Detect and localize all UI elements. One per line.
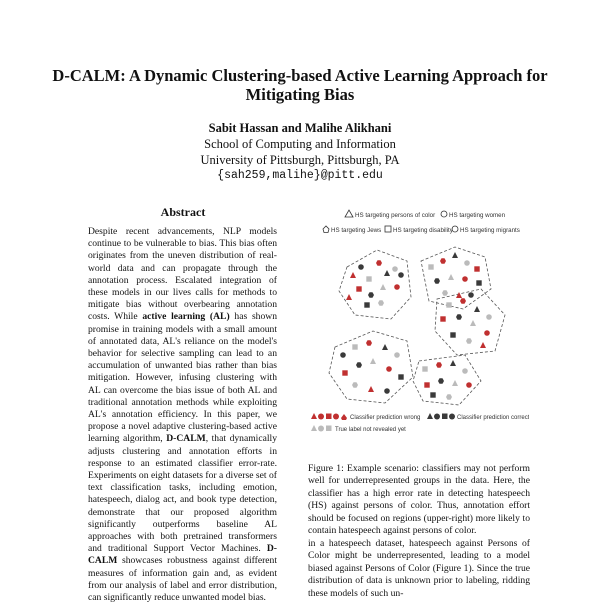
hexagon-marker: [434, 278, 440, 284]
hexagon-marker: [438, 378, 444, 384]
square-marker: [364, 302, 369, 307]
hexagon-marker: [368, 292, 374, 298]
legend-women: HS targeting women: [449, 212, 506, 219]
legend-migrants: HS targeting migrants: [460, 227, 520, 234]
triangle-marker: [452, 380, 458, 386]
square-marker: [366, 276, 371, 281]
legend-jews: HS targeting Jews: [331, 227, 382, 234]
triangle-marker: [456, 292, 462, 298]
hexagon-marker: [466, 338, 472, 344]
hexagon-marker: [436, 362, 442, 368]
triangle-legend-icon: [345, 210, 353, 217]
abstract-al-term: active learning (AL): [142, 311, 230, 323]
abstract-text: [88, 226, 277, 604]
hexagon-marker: [356, 362, 362, 368]
hex-legend-icon: [452, 226, 458, 232]
triangle-marker: [480, 342, 486, 348]
abstract-part-4: showcases robustness against different measures of information gain and, as evident from our analysis of label and error distribution, can significantly reduce unwanted model bias.: [88, 555, 277, 604]
paper-title: D-CALM: A Dynamic Clustering-based Active Learning Approach for Mitigating Bias: [52, 66, 548, 104]
cluster-outline-top-left: [339, 250, 411, 319]
hexagon-marker: [446, 394, 452, 400]
abstract-part-3: , that dynamically adjusts clustering and annotation efforts in response to an estimated classifier error-rate. Experiments on eight datasets for a diverse set of text classification tasks, including emotion, hatespeech, dialog act, and book type detection, demonstrate that our proposed algorithm significantly outperforms baseline AL approaches with both pretrained transformers and traditional Support Vector Machines.: [88, 433, 277, 555]
circle-marker: [394, 352, 400, 358]
triangle-marker: [382, 344, 388, 350]
triangle-marker: [452, 252, 458, 258]
square-marker: [450, 332, 455, 337]
triangle-marker: [346, 294, 352, 300]
key-correct-label: Classifier prediction correct: [457, 415, 529, 421]
circle-marker: [386, 366, 392, 372]
circle-marker: [462, 368, 468, 374]
square-marker: [430, 392, 435, 397]
circle-marker: [384, 388, 390, 394]
abstract-heading: Abstract: [160, 205, 206, 219]
circle-marker: [394, 284, 400, 290]
key-unlabeled-icons: [311, 425, 332, 432]
hexagon-marker: [456, 314, 462, 320]
abstract-part-2: has shown promise in training models with a small amount of annotated data, AL's reliance on the model's behavior for selective sampling can lead to an accumulation of unwanted bias rather than bias mitigation. However, infusing clustering with AL can overcome the bias issue of both AL and traditional annotation methods while exploiting AL's annotation efficiency. In this paper, we propose a novel adaptive clustering-based active learning algorithm,: [88, 311, 277, 445]
author-email: {sah259,malihe}@pitt.edu: [217, 169, 383, 182]
circle-marker: [486, 314, 492, 320]
hexagon-marker: [442, 290, 448, 296]
square-marker: [398, 374, 403, 379]
circle-legend-icon: [441, 211, 447, 217]
triangle-marker: [368, 386, 374, 392]
triangle-marker: [380, 284, 386, 290]
body-paragraph: in a hatespeech dataset, hatespeech against Persons of Color might be underrepresented, leading to a model biased against Persons of Color (Figure 1). Since the true distribution of data is unknown prior to labeling, ridding these models of such un-: [308, 538, 530, 599]
circle-marker: [340, 352, 346, 358]
triangle-marker: [370, 358, 376, 364]
square-marker: [356, 286, 361, 291]
hexagon-marker: [460, 298, 466, 304]
triangle-marker: [450, 360, 456, 366]
author-names: Sabit Hassan and Malihe Alikhani: [208, 121, 392, 135]
square-marker: [474, 266, 479, 271]
square-marker: [446, 302, 451, 307]
hexagon-marker: [440, 258, 446, 264]
hexagon-marker: [376, 260, 382, 266]
square-marker: [424, 382, 429, 387]
square-marker: [422, 366, 427, 371]
cluster-outline-middle-right: [435, 289, 505, 355]
key-wrong-label: Classifier prediction wrong: [350, 415, 421, 421]
affiliation-university: University of Pittsburgh, Pittsburgh, PA: [200, 153, 400, 167]
key-unlabeled-label: True label not revealed yet: [335, 427, 406, 433]
figure-1: [309, 205, 529, 460]
square-marker: [440, 316, 445, 321]
legend-persons-of-color: HS targeting persons of color: [355, 212, 436, 219]
abstract-dcalm-term-2: D-CALM: [88, 543, 277, 567]
circle-marker: [466, 382, 472, 388]
triangle-marker: [470, 320, 476, 326]
hexagon-marker: [378, 300, 384, 306]
circle-marker: [392, 266, 398, 272]
circle-marker: [398, 272, 404, 278]
figure-caption: Figure 1: Example scenario: classifiers may not perform well for underrepresented groups in the data. Here, the classifier has a high error rate in detecting hatespeech (HS) against persons of color. Thus, annotation effort should be focused on regions (upper-right) more likely to contain hatespeech against persons of color.: [308, 463, 530, 537]
key-wrong-icons: [311, 413, 347, 420]
abstract-dcalm-term: D-CALM: [166, 433, 206, 445]
hexagon-marker: [366, 340, 372, 346]
square-marker: [342, 370, 347, 375]
circle-marker: [464, 260, 470, 266]
circle-marker: [468, 292, 474, 298]
square-legend-icon: [385, 226, 391, 232]
triangle-marker: [384, 270, 390, 276]
circle-marker: [358, 264, 364, 270]
square-marker: [428, 264, 433, 269]
pentagon-legend-icon: [323, 226, 329, 233]
triangle-marker: [448, 274, 454, 280]
circle-marker: [484, 330, 490, 336]
data-points: [340, 252, 492, 400]
affiliation-school: School of Computing and Information: [204, 137, 396, 151]
hexagon-marker: [352, 382, 358, 388]
legend-disability: HS targeting disability: [393, 227, 453, 234]
square-marker: [352, 344, 357, 349]
abstract-part-1: Despite recent advancements, NLP models continue to be vulnerable to bias. This bias often originates from the uneven distribution of real-world data and can propagate through the annotation process. Escalated integration of these models in our lives calls for methods to mitigate bias without overbearing annotation costs. While: [88, 226, 277, 323]
key-correct-icons: [427, 413, 455, 420]
author-block: [100, 120, 500, 184]
triangle-marker: [350, 272, 356, 278]
triangle-marker: [474, 306, 480, 312]
circle-marker: [462, 276, 468, 282]
square-marker: [476, 280, 481, 285]
